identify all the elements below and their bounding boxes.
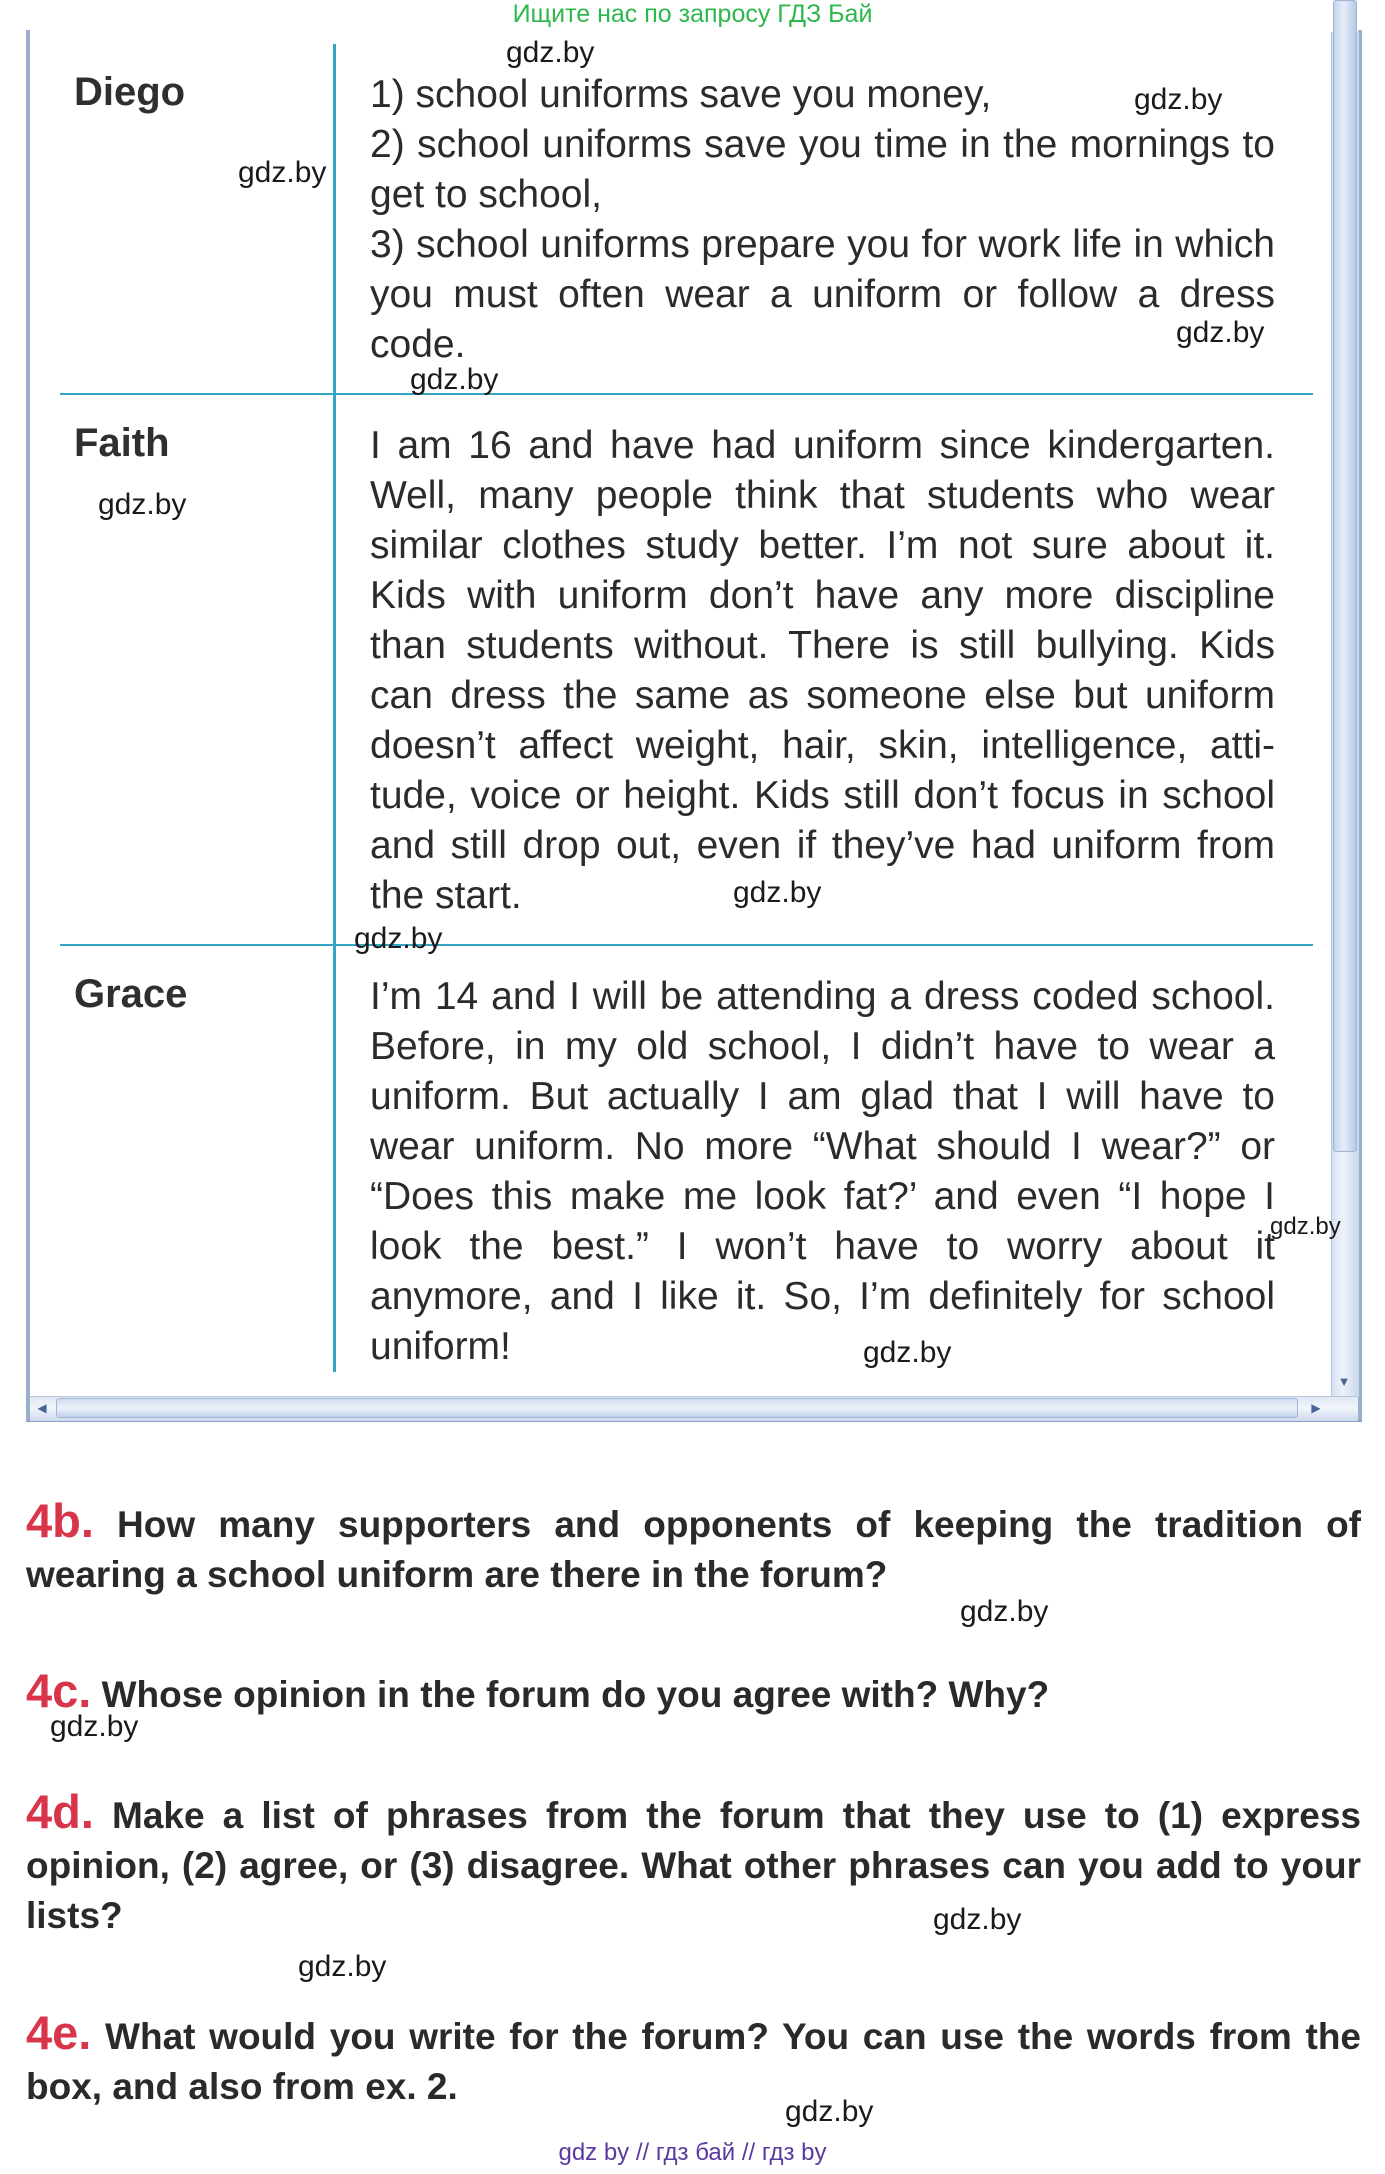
- vertical-scroll-thumb[interactable]: [1333, 0, 1357, 1152]
- top-banner[interactable]: Ищите нас по запросу ГДЗ Бай: [512, 0, 873, 28]
- watermark: gdz.by: [298, 1950, 387, 1983]
- watermark: gdz.by: [1270, 1213, 1341, 1240]
- footer-links[interactable]: gdz by // гдз бай // гдз by: [558, 2139, 827, 2166]
- watermark: gdz.by: [1134, 83, 1223, 116]
- scroll-down-arrow-icon[interactable]: ▼: [1337, 1374, 1351, 1389]
- watermark: gdz.by: [933, 1903, 1022, 1936]
- watermark: gdz.by: [785, 2095, 874, 2128]
- horizontal-scroll-thumb[interactable]: [56, 1398, 1298, 1418]
- watermark: gdz.by: [354, 922, 443, 955]
- post-text: I am 16 and have had uniform since kindergarten. Well, many people think that students who wear similar clothes study better. I’m not sure about it. Kids with uniform don’t have any more discipline than students without. There is still bullying. Kids can dress the same as someone else but uniform doesn’t affect weight, hair, skin, intelligence, attitude, voice or height. Kids still don’t focus in school and still drop out, even if they’ve had uniform from the start.: [370, 424, 1275, 917]
- post-text: I’m 14 and I will be attending a dress coded school. Before, in my old school, I didn’t have to wear a uniform. But actually I am glad that I will have to wear uniform. No more “What should I wear?” or “Does this make me look fat?’ and even “I hope I look the best.” I won’t have to worry about it anymore, and I like it. So, I’m definitely for school uniform!: [370, 975, 1275, 1368]
- post-body-grace: [370, 972, 1275, 1372]
- task-4e: [26, 2008, 1361, 2112]
- watermark: gdz.by: [410, 363, 499, 396]
- watermark: gdz.by: [863, 1336, 952, 1369]
- task-text: What would you write for the forum? You can use the words from the box, and also from ex. 2.: [26, 2016, 1361, 2107]
- scroll-left-arrow-icon[interactable]: ◀: [37, 1401, 47, 1415]
- row-divider: [60, 393, 1313, 395]
- watermark: gdz.by: [960, 1595, 1049, 1628]
- watermark: gdz.by: [506, 36, 595, 69]
- task-number: 4e.: [26, 2006, 92, 2059]
- column-divider: [333, 44, 336, 1372]
- watermark: gdz.by: [98, 488, 187, 521]
- task-text: Whose opinion in the forum do you agree with? Why?: [101, 1674, 1050, 1715]
- task-text: Make a list of phrases from the forum that they use to (1) express opinion, (2) agree, or (3) disagree. What other phrases can you add to your lists?: [26, 1795, 1361, 1936]
- task-number: 4b.: [26, 1494, 94, 1547]
- scroll-right-arrow-icon[interactable]: ▶: [1311, 1401, 1321, 1415]
- watermark: gdz.by: [238, 156, 327, 189]
- task-4b: [26, 1496, 1361, 1600]
- watermark: gdz.by: [50, 1710, 139, 1743]
- row-divider: [60, 944, 1313, 946]
- watermark: gdz.by: [1176, 316, 1265, 349]
- task-text: How many supporters and opponents of keeping the tradition of wearing a school uniform are there in the forum?: [26, 1504, 1361, 1595]
- post-line: 2) school uniforms save you time in the mornings to get to school,: [370, 123, 1275, 216]
- post-line: 1) school uniforms save you money,: [370, 73, 992, 116]
- post-author-faith: Faith: [74, 421, 170, 465]
- task-number: 4c.: [26, 1664, 92, 1717]
- task-number: 4d.: [26, 1785, 94, 1838]
- watermark: gdz.by: [733, 876, 822, 909]
- post-author-grace: Grace: [74, 972, 188, 1016]
- post-author-diego: Diego: [74, 70, 186, 114]
- post-body-faith: [370, 421, 1275, 921]
- post-line: 3) school uniforms prepare you for work life in which you must often wear a uniform or follow a dress code.: [370, 223, 1275, 366]
- task-4d: [26, 1787, 1361, 1941]
- task-4c: [26, 1666, 1361, 1720]
